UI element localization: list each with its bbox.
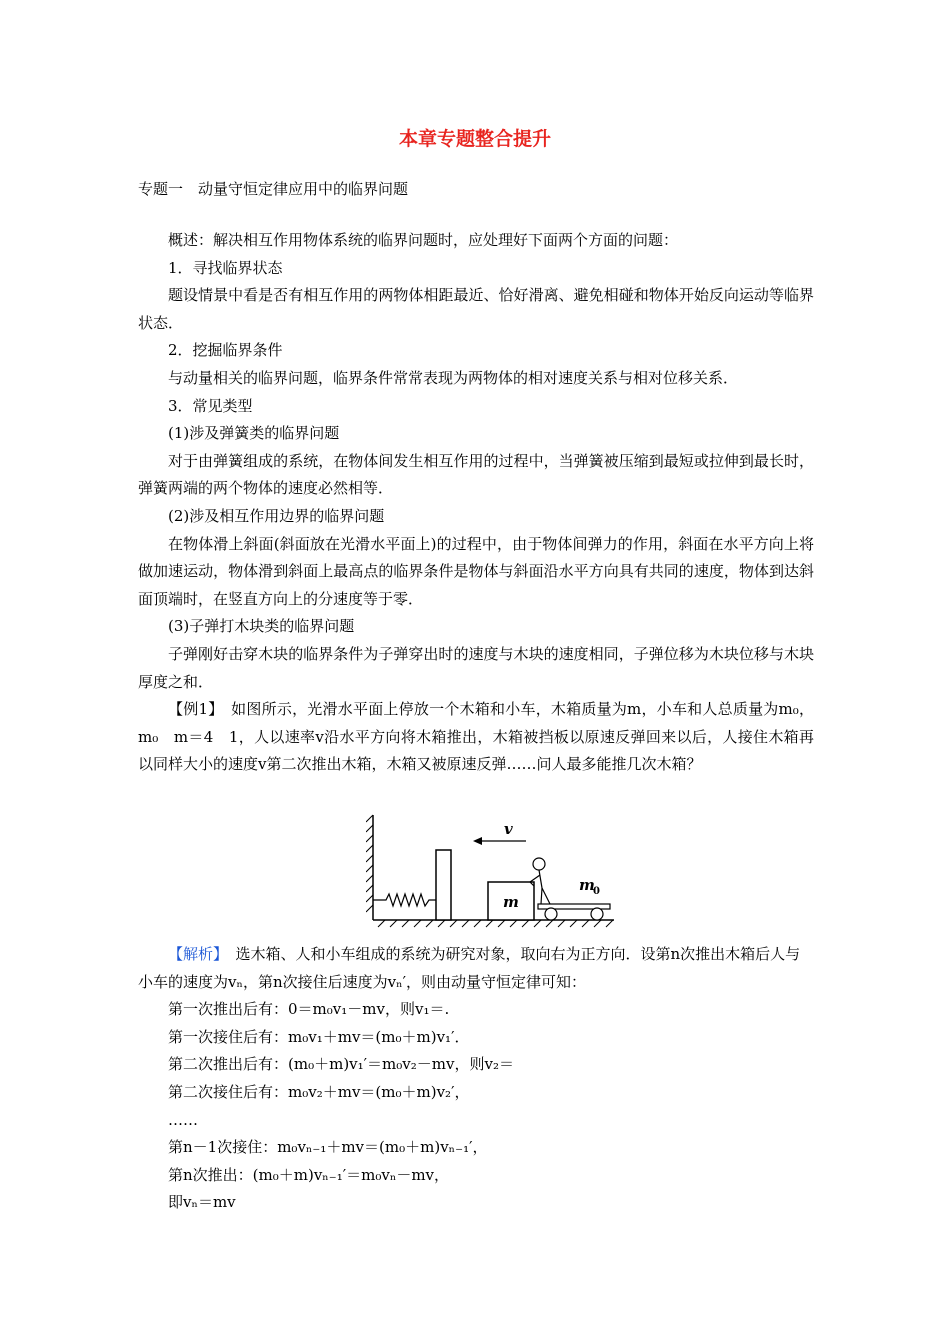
cart-label-subscript: 0 [593, 886, 600, 897]
arrow-head-icon [473, 837, 482, 845]
example-problem: 【例1】 如图所示，光滑水平面上停放一个木箱和小车，木箱质量为m，小车和人总质量为m₀，m₀ m＝4 1，人以速率v沿水平方向将木箱推出，木箱被挡板以原速反弹回来以后，人接住木箱再以同样大小的速度v第二次推出木箱，木箱又被原速反弹……问人最多能推几次木箱？ [138, 700, 814, 774]
solution-tag: 【解析】 [168, 945, 221, 963]
body-text [138, 227, 814, 779]
paragraph: (2)涉及相互作用边界的临界问题 [168, 506, 385, 525]
cart-label: m [579, 876, 595, 894]
paragraph: 与动量相关的临界问题，临界条件常常表现为两物体的相对速度关系与相对位移关系． [168, 368, 739, 387]
cart-wheel [545, 908, 557, 920]
paragraph: 概述：解决相互作用物体系统的临界问题时，应处理好下面两个方面的问题： [168, 231, 679, 249]
solution-line: 第二次推出后有：(m₀＋m)v₁′＝m₀v₂－mv，则v₂＝ [168, 1055, 514, 1074]
paragraph: (3)子弹打木块类的临界问题 [168, 617, 355, 636]
solution-line: 即vₙ＝mv [168, 1193, 236, 1212]
solution-intro [138, 941, 814, 996]
page-title: 本章专题整合提升 [398, 128, 551, 150]
person-head [533, 858, 545, 870]
physics-figure [366, 810, 616, 928]
baffle-plate [436, 850, 451, 920]
section-heading: 专题一 动量守恒定律应用中的临界问题 [138, 180, 409, 198]
cart-wheel [591, 908, 603, 920]
box-label: m [503, 893, 519, 911]
paragraph: 题设情景中看是否有相互作用的两物体相距最近、恰好滑离、避免相碰和物体开始反向运动等临界状态． [138, 286, 814, 332]
solution-intro-text: 选木箱、人和小车组成的系统为研究对象，取向右为正方向．设第n次推出木箱后人与小车的速度为vₙ，第n次接住后速度为vₙ′，则由动量守恒定律可知： [138, 945, 801, 991]
paragraph: (1)涉及弹簧类的临界问题 [168, 424, 340, 443]
solution-line: …… [168, 1110, 198, 1129]
paragraph: 2．挖掘临界条件 [168, 341, 283, 360]
solution-line: 第n－1次接住：m₀vₙ₋₁＋mv＝(m₀＋m)vₙ₋₁′， [168, 1138, 488, 1157]
paragraph: 3．常见类型 [168, 396, 253, 415]
ground-hatching [378, 920, 613, 927]
solution-line: 第二次接住后有：m₀v₂＋mv＝(m₀＋m)v₂′， [168, 1082, 470, 1101]
paragraph: 子弹刚好击穿木块的临界条件为子弹穿出时的速度与木块的速度相同，子弹位移为木块位移与木块厚度之和． [138, 644, 814, 691]
solution-line: 第n次推出：(m₀＋m)vₙ₋₁′＝m₀vₙ－mv， [168, 1165, 450, 1184]
paragraph: 在物体滑上斜面(斜面放在光滑水平面上)的过程中，由于物体间弹力的作用，斜面在水平方向上将做加速运动，物体滑到斜面上最高点的临界条件是物体与斜面沿水平方向具有共同的速度，物体到达斜面顶端时，在竖直方向上的分速度等于零． [138, 534, 814, 608]
wall-hatching [366, 815, 373, 912]
paragraph: 对于由弹簧组成的系统，在物体间发生相互作用的过程中，当弹簧被压缩到最短或拉伸到最长时，弹簧两端的两个物体的速度必然相等． [138, 451, 814, 498]
spring [373, 894, 436, 906]
velocity-label: v [504, 820, 513, 838]
paragraph: 1．寻找临界状态 [168, 258, 283, 277]
solution-line: 第一次接住后有：m₀v₁＋mv＝(m₀＋m)v₁′． [168, 1027, 470, 1046]
solution-line: 第一次推出后有：0＝m₀v₁－mv，则v₁＝. [168, 1000, 450, 1019]
solution [138, 941, 814, 1217]
